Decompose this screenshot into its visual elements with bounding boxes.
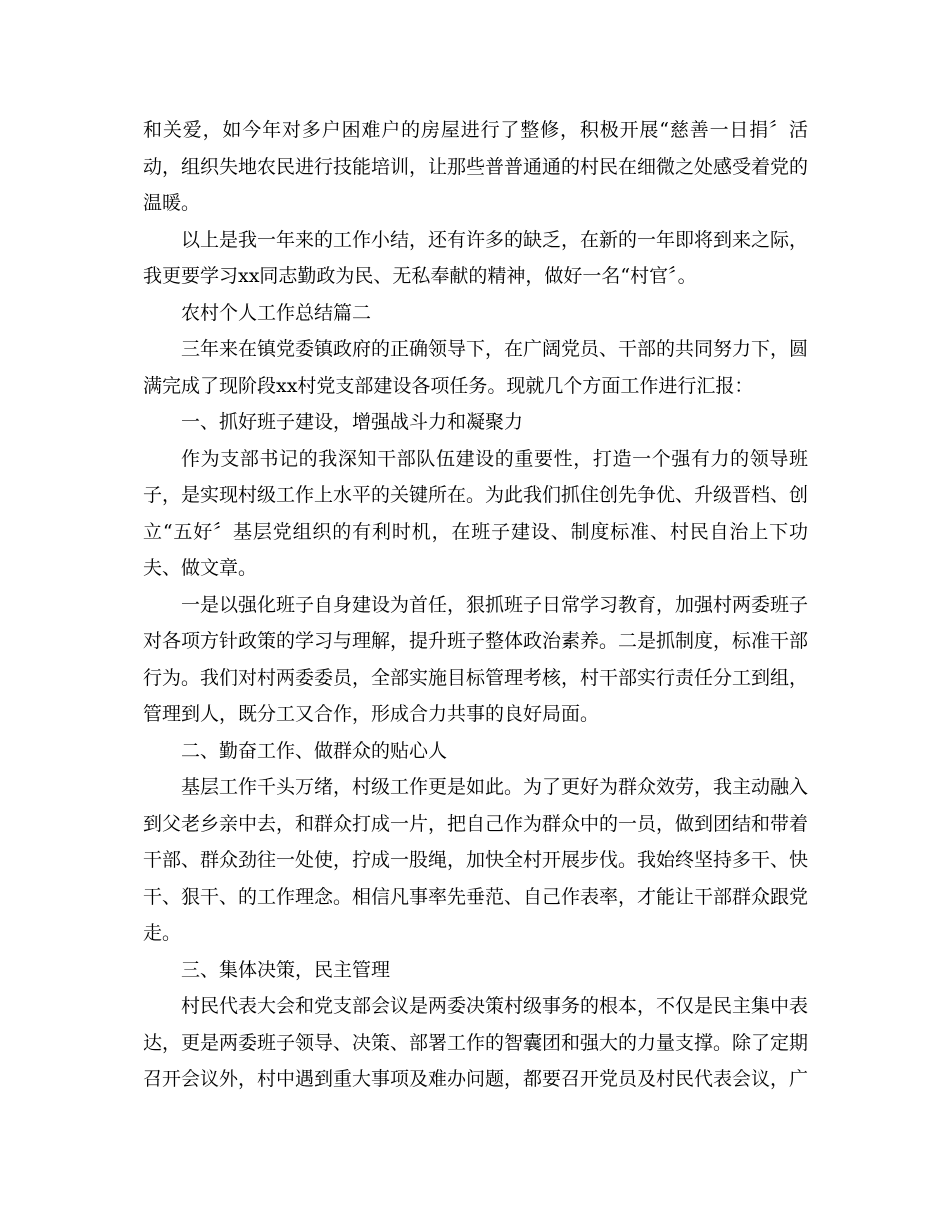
paragraph-self-construction: 一是以强化班子自身建设为首任，狠抓班子日常学习教育，加强村两委班子对各项方针政策的学习与理解，提升班子整体政治素养。二是抓制度，标准干部行为。我们对村两委委员，全部实施目标管理考核，村干部实行责任分工到组，管理到人，既分工又合作，形成合力共事的良好局面。: [143, 593, 809, 725]
heading-team-building: 一、抓好班子建设，增强战斗力和凝聚力: [181, 411, 524, 433]
paragraph-serve-masses: 基层工作千头万绪，村级工作更是如此。为了更好为群众效劳，我主动融入到父老乡亲中去，和群众打成一片，把自己作为群众中的一员，做到团结和带着干部、群众劲往一处使，拧成一股绳，加快全村开展步伐。我始终坚持多干、快干、狠干、的工作理念。相信凡事率先垂范、自己作表率，才能让干部群众跟党走。: [143, 776, 809, 944]
document-body: [143, 112, 808, 1098]
heading-serve-masses: 二、勤奋工作、做群众的贴心人: [181, 739, 448, 762]
paragraph-summary: 以上是我一年来的工作小结，还有许多的缺乏，在新的一年即将到来之际，我更要学习xx同志勤政为民、无私奉献的精神，做好一名“村官〞。: [143, 228, 809, 287]
section-title: 农村个人工作总结篇二: [181, 301, 372, 324]
paragraph-intro: 三年来在镇党委镇政府的正确领导下，在广阔党员、干部的共同努力下，圆满完成了现阶段xx村党支部建设各项任务。现就几个方面工作进行汇报：: [143, 338, 809, 397]
paragraph-continued: 和关爱，如今年对多户困难户的房屋进行了整修，积极开展“慈善一日捐〞活动，组织失地农民进行技能培训，让那些普普通通的村民在细微之处感受着党的温暖。: [143, 119, 809, 214]
paragraph-collective-decision: 村民代表大会和党支部会议是两委决策村级事务的根本，不仅是民主集中表达，更是两委班子领导、决策、部署工作的智囊团和强大的力量支撑。除了定期召开会议外，村中遇到重大事项及难办问题，都要召开党员及村民代表会议，广: [143, 995, 809, 1090]
paragraph-team-building: 作为支部书记的我深知干部队伍建设的重要性，打造一个强有力的领导班子，是实现村级工作上水平的关键所在。为此我们抓住创先争优、升级晋档、创立“五好〞基层党组织的有利时机，在班子建设、制度标准、村民自治上下功夫、做文章。: [143, 447, 809, 579]
heading-collective-decision: 三、集体决策，民主管理: [181, 958, 391, 981]
